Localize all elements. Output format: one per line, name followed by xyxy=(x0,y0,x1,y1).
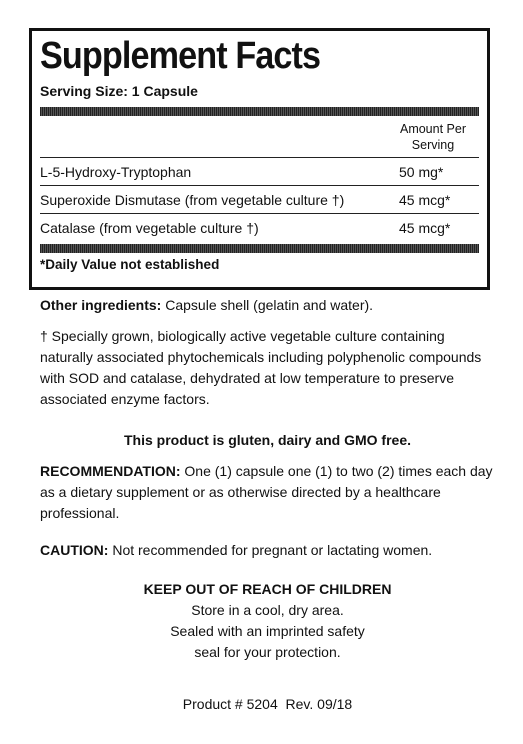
storage-block xyxy=(40,579,495,663)
recommendation-label: RECOMMENDATION: xyxy=(40,463,181,479)
nutrient-row xyxy=(40,214,479,242)
recommendation xyxy=(40,461,495,524)
gluten-statement: This product is gluten, dairy and GMO free. xyxy=(123,432,412,448)
facts-title: Supplement Facts xyxy=(40,35,321,77)
serving-size: Serving Size: 1 Capsule xyxy=(40,83,198,99)
storage-line: Store in a cool, dry area. xyxy=(191,602,344,618)
nutrient-name: Superoxide Dismutase (from vegetable culture †) xyxy=(40,191,345,208)
amount-per-serving-header xyxy=(387,116,479,157)
nutrient-name: Catalase (from vegetable culture †) xyxy=(40,220,259,236)
nutrient-row xyxy=(40,186,479,214)
other-ingredients-label: Other ingredients: xyxy=(40,297,162,313)
thick-divider xyxy=(40,244,479,253)
caution-label: CAUTION: xyxy=(40,542,109,558)
daily-value-note: *Daily Value not established xyxy=(40,257,220,272)
other-ingredients-text: Capsule shell (gelatin and water). xyxy=(161,297,374,313)
nutrient-amount: 50 mg* xyxy=(399,163,444,180)
product-number-footer: Product # 5204 Rev. 09/18 xyxy=(182,696,353,712)
thick-divider xyxy=(40,107,479,116)
recommendation-text: One (1) capsule one (1) to two (2) times each day as a dietary supplement or as otherwise directed by a healthcare professional. xyxy=(40,463,493,521)
nutrient-amount: 45 mcg* xyxy=(399,220,451,236)
keep-out-of-reach-heading: KEEP OUT OF REACH OF CHILDREN xyxy=(143,581,392,597)
other-ingredients xyxy=(40,295,495,316)
supplement-facts-panel xyxy=(29,28,490,290)
storage-line: seal for your protection. xyxy=(194,644,341,660)
caution-text: Not recommended for pregnant or lactating women. xyxy=(108,542,433,558)
nutrient-name: L-5-Hydroxy-Tryptophan xyxy=(40,163,192,180)
nutrient-amount: 45 mcg* xyxy=(399,191,451,208)
storage-line: Sealed with an imprinted safety xyxy=(170,623,365,639)
nutrient-row xyxy=(40,158,479,186)
amount-header-line1: Amount Per xyxy=(399,122,466,136)
culture-note: † Specially grown, biologically active vegetable culture containing naturally associated phytochemicals including polyphenolic compounds with SOD and catalase, dehydrated at low temperature to preserve associated enzyme factors. xyxy=(40,328,482,407)
nutrient-table xyxy=(40,158,479,242)
amount-header-line2: Serving xyxy=(411,138,455,152)
caution xyxy=(40,540,495,561)
